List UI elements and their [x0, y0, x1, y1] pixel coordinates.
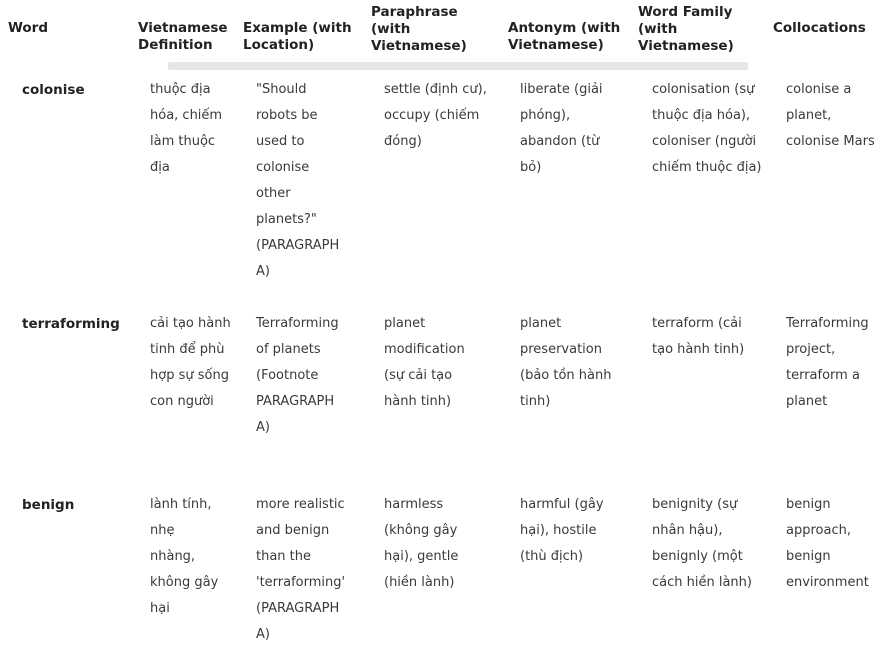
header-collocations: Collocations	[773, 20, 866, 36]
cell-example: Terraforming of planets (Footnote PARAGRAPH A)	[256, 316, 339, 435]
cell-example: more realistic and benign than the 'terraforming' (PARAGRAPH A)	[256, 497, 346, 642]
cell-definition: cải tạo hành tinh để phù hợp sự sống con người	[150, 316, 231, 409]
cell-paraphrase: harmless (không gây hại), gentle (hiền lành)	[384, 497, 459, 590]
header-divider	[168, 62, 748, 70]
cell-paraphrase: planet modification (sự cải tạo hành tinh)	[384, 316, 465, 409]
header-antonym: Antonym (with Vietnamese)	[508, 20, 621, 53]
header-family: Word Family (with Vietnamese)	[638, 4, 734, 54]
header-example: Example (with Location)	[243, 20, 352, 53]
cell-antonym: planet preservation (bảo tồn hành tinh)	[520, 316, 612, 409]
cell-word: benign	[22, 497, 75, 513]
cell-antonym: liberate (giải phóng), abandon (từ bỏ)	[520, 82, 603, 175]
header-word: Word	[8, 20, 49, 36]
cell-antonym: harmful (gây hại), hostile (thù địch)	[520, 497, 604, 564]
cell-collocations: colonise a planet, colonise Mars	[786, 82, 875, 149]
cell-family: benignity (sự nhân hậu), benignly (một cách hiền lành)	[652, 497, 752, 590]
cell-paraphrase: settle (định cư), occupy (chiếm đóng)	[384, 82, 487, 149]
header-paraphrase: Paraphrase (with Vietnamese)	[371, 4, 467, 54]
cell-word: colonise	[22, 82, 85, 98]
cell-collocations: benign approach, benign environment	[786, 497, 869, 590]
cell-definition: thuộc địa hóa, chiếm làm thuộc địa	[150, 82, 223, 175]
cell-family: terraform (cải tạo hành tinh)	[652, 316, 745, 357]
cell-family: colonisation (sự thuộc địa hóa), coloniser (người chiếm thuộc địa)	[652, 82, 762, 175]
cell-collocations: Terraforming project, terraform a planet	[786, 316, 869, 409]
cell-example: "Should robots be used to colonise other planets?" (PARAGRAPH A)	[256, 82, 340, 279]
cell-word: terraforming	[22, 316, 120, 332]
header-definition: Vietnamese Definition	[138, 20, 228, 53]
cell-definition: lành tính, nhẹ nhàng, không gây hại	[150, 497, 219, 616]
